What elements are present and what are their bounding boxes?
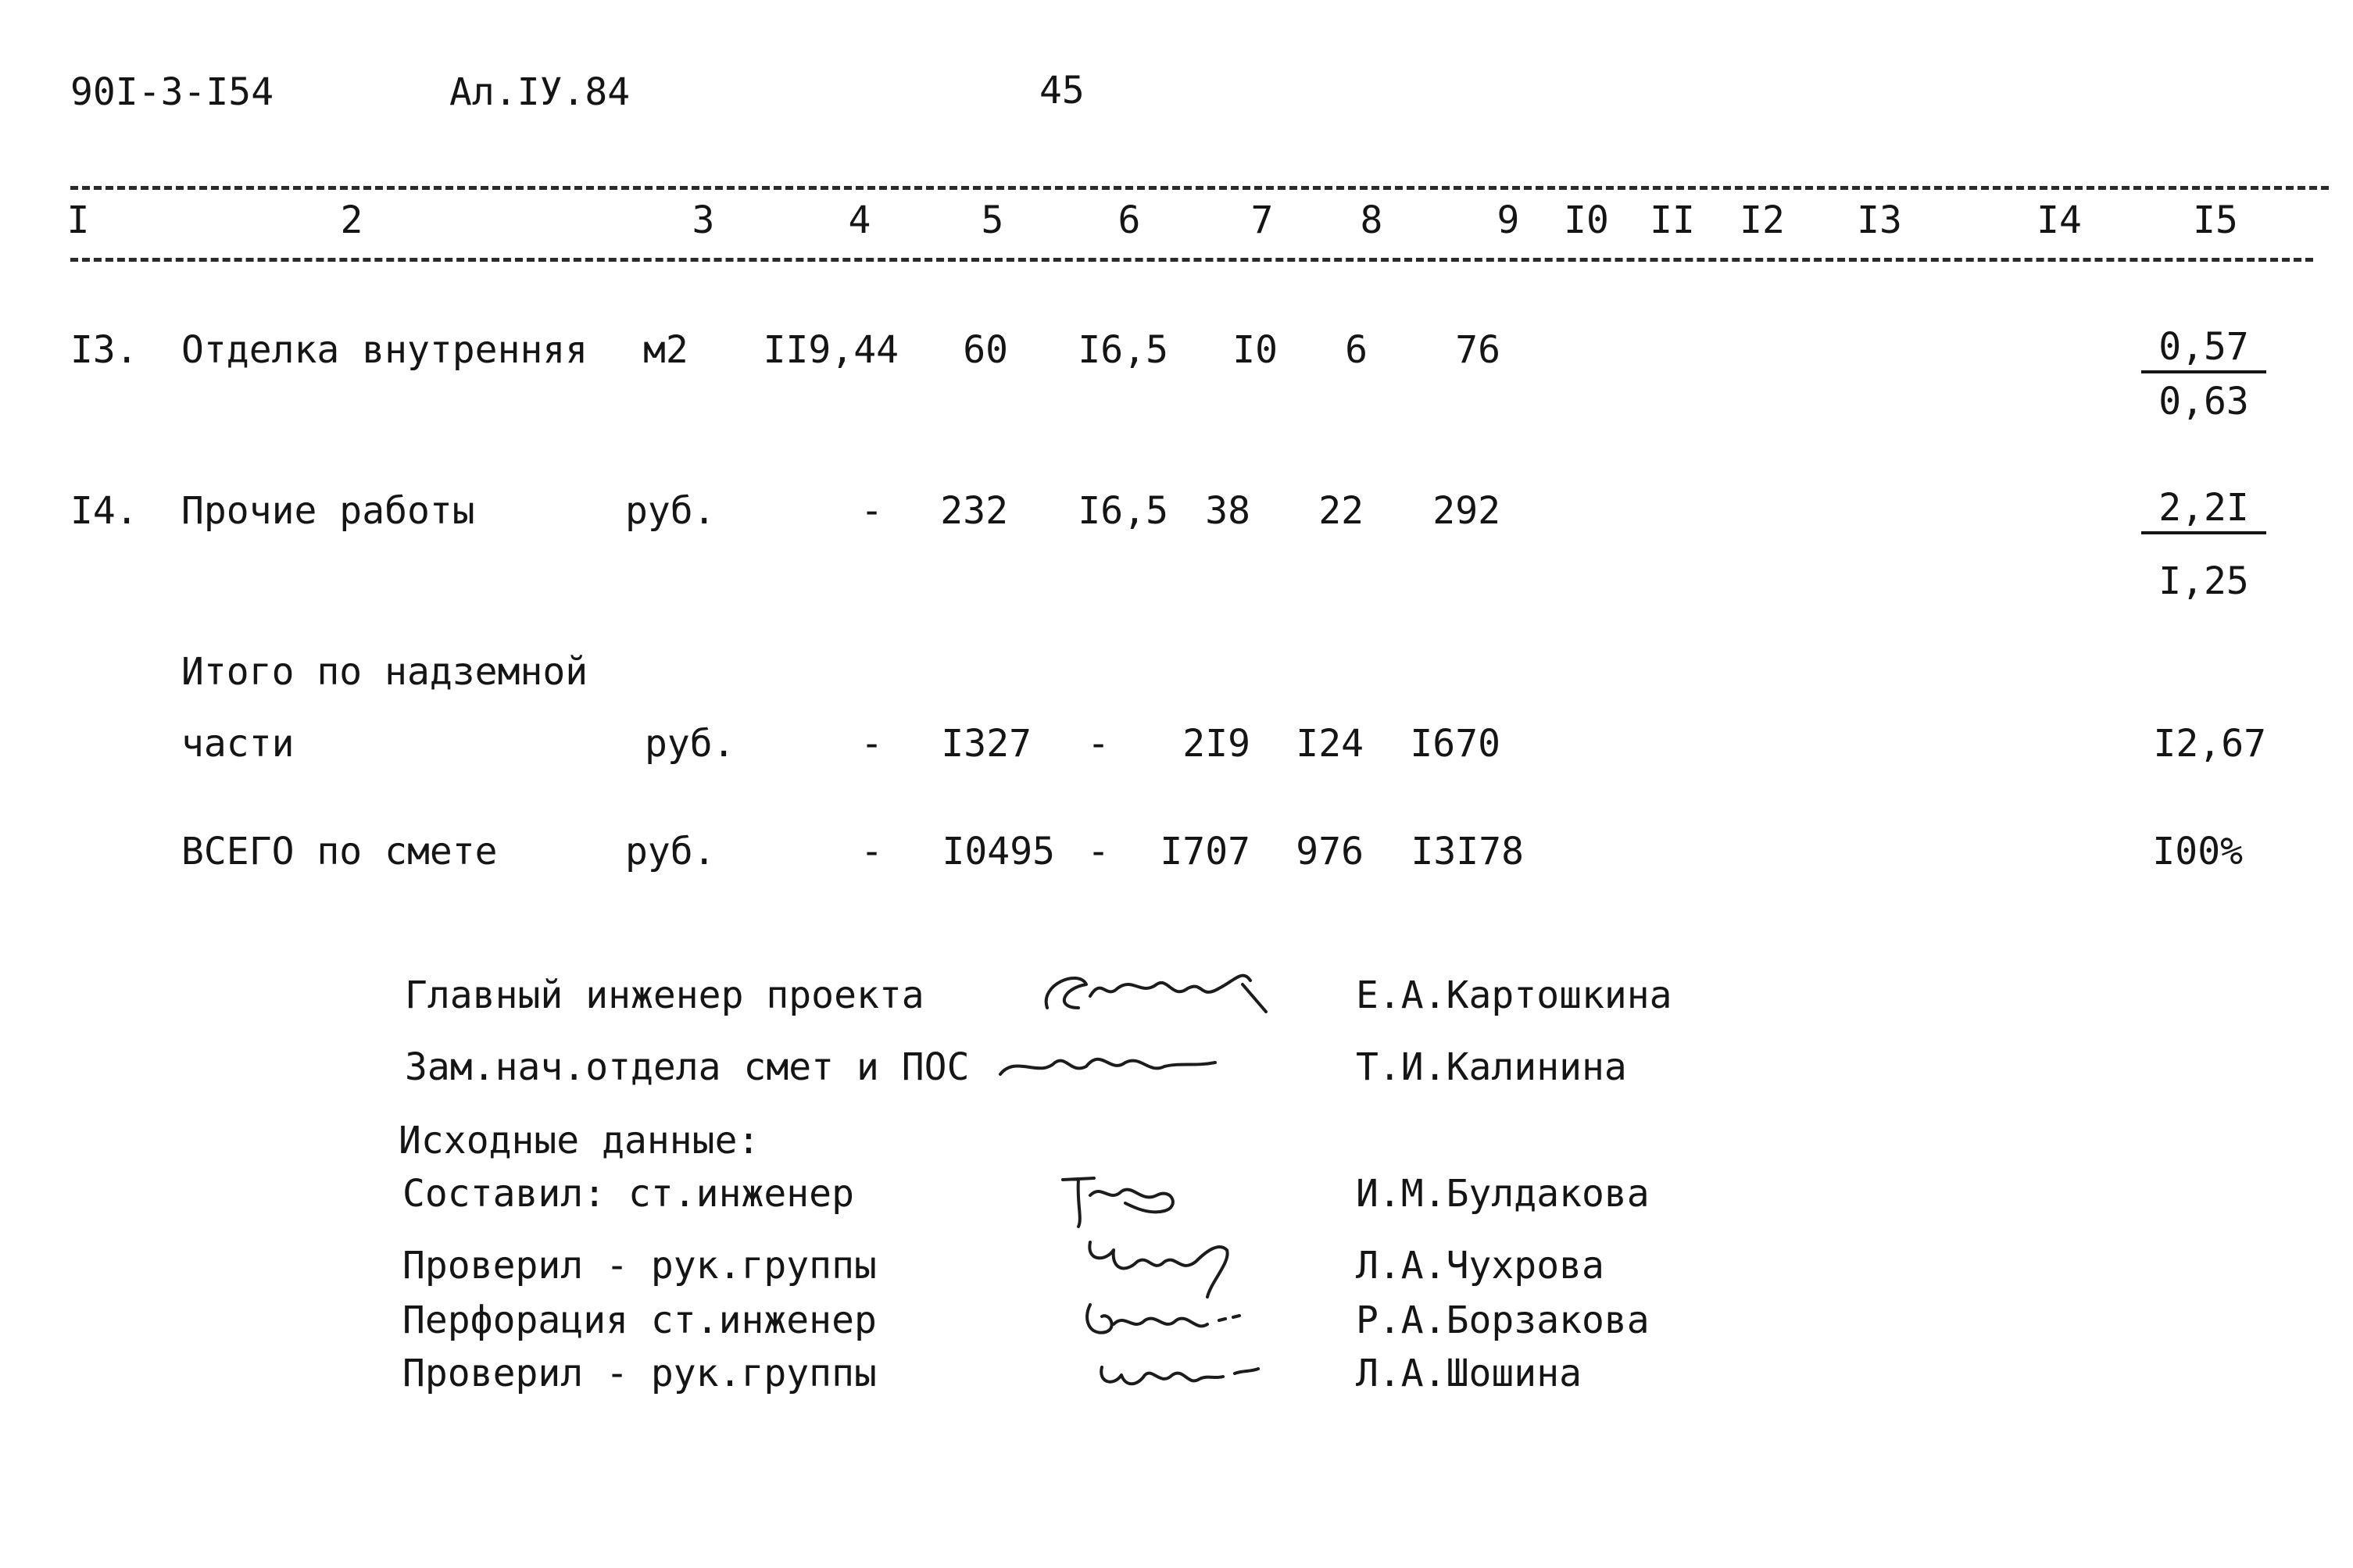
column-header: I4 xyxy=(2037,198,2082,242)
album-number: Ал.IУ.84 xyxy=(449,70,631,114)
row-cell-9: 76 xyxy=(1455,328,1500,372)
column-header: I0 xyxy=(1564,198,1609,242)
deputy-role: Зам.нач.отдела смет и ПОС xyxy=(405,1045,970,1089)
compiled-name: И.М.Булдакова xyxy=(1356,1172,1650,1216)
column-header: 9 xyxy=(1497,198,1520,242)
row-cell-15: I2,67 xyxy=(2153,722,2266,766)
row-cell-7: 2I9 xyxy=(1182,722,1250,766)
row-cell-15: I00% xyxy=(2152,830,2243,873)
row-cell-8: I24 xyxy=(1296,722,1364,766)
column-header: 6 xyxy=(1117,198,1141,242)
table-top-rule xyxy=(70,186,2329,190)
row-number: I3. xyxy=(70,328,138,372)
row-cell-6: I6,5 xyxy=(1078,328,1168,372)
column-header: I2 xyxy=(1740,198,1785,242)
page-number: 45 xyxy=(1039,69,1085,113)
column-header: 7 xyxy=(1250,198,1274,242)
checked2-role: Проверил - рук.группы xyxy=(402,1352,877,1395)
row-cell-4: II9,44 xyxy=(763,328,899,372)
source-data-label: Исходные данные: xyxy=(399,1119,760,1163)
checked2-name: Л.А.Шошина xyxy=(1356,1352,1582,1395)
column-header: 2 xyxy=(340,198,363,242)
perforation-role: Перфорация ст.инженер xyxy=(402,1298,877,1342)
document-code: 90I-3-I54 xyxy=(70,70,274,114)
row-number: I4. xyxy=(70,489,138,533)
column-header: 5 xyxy=(981,198,1004,242)
total-label: ВСЕГО по смете xyxy=(181,830,498,873)
deputy-signature xyxy=(992,1031,1219,1094)
perforation-signature xyxy=(1078,1289,1258,1352)
checked1-name: Л.А.Чухрова xyxy=(1356,1244,1604,1288)
row-unit: руб. xyxy=(625,830,716,873)
row-cell-9: I3I78 xyxy=(1411,830,1524,873)
column-header: 4 xyxy=(848,198,871,242)
row-cell-6: - xyxy=(1087,830,1110,873)
row-unit: руб. xyxy=(645,722,735,766)
row-cell-5: I327 xyxy=(941,722,1032,766)
compiled-role: Составил: ст.инженер xyxy=(402,1172,854,1216)
row-cell-8: 6 xyxy=(1345,328,1368,372)
column-header: 3 xyxy=(692,198,715,242)
fraction-denominator: I,25 xyxy=(2158,559,2249,603)
column-header: 8 xyxy=(1360,198,1383,242)
fraction-numerator: 0,57 xyxy=(2141,328,2266,373)
row-cell-15-fraction xyxy=(2141,325,2266,423)
row-cell-5: 232 xyxy=(940,489,1008,533)
row-cell-9: 292 xyxy=(1432,489,1500,533)
deputy-name: Т.И.Калинина xyxy=(1356,1045,1627,1089)
row-cell-15-fraction xyxy=(2141,486,2266,603)
row-cell-8: 22 xyxy=(1318,489,1364,533)
table-header-rule xyxy=(70,258,2313,262)
row-name: Отделка внутренняя xyxy=(181,328,588,372)
row-cell-8: 976 xyxy=(1296,830,1364,873)
row-cell-4: - xyxy=(860,722,883,766)
chief-signature xyxy=(1032,953,1282,1031)
chief-role: Главный инженер проекта xyxy=(405,973,924,1017)
row-cell-4: - xyxy=(860,489,883,533)
checked2-signature xyxy=(1090,1344,1270,1398)
subtotal-label-line2: части xyxy=(181,722,295,766)
fraction-denominator: 0,63 xyxy=(2158,380,2249,423)
subtotal-label-line1: Итого по надземной xyxy=(181,650,588,694)
perforation-name: Р.А.Борзакова xyxy=(1356,1298,1650,1342)
row-cell-7: I707 xyxy=(1160,830,1250,873)
row-cell-6: - xyxy=(1087,722,1110,766)
row-unit: руб. xyxy=(625,489,716,533)
checked1-role: Проверил - рук.группы xyxy=(402,1244,877,1288)
column-header: I3 xyxy=(1857,198,1902,242)
row-cell-5: 60 xyxy=(963,328,1008,372)
fraction-numerator: 2,2I xyxy=(2141,489,2266,534)
row-cell-9: I670 xyxy=(1410,722,1500,766)
row-cell-7: 38 xyxy=(1205,489,1250,533)
column-header: II xyxy=(1650,198,1695,242)
chief-name: Е.А.Картошкина xyxy=(1356,973,1672,1017)
column-header: I5 xyxy=(2193,198,2238,242)
row-unit: м2 xyxy=(643,328,688,372)
row-cell-4: - xyxy=(860,830,883,873)
row-cell-7: I0 xyxy=(1232,328,1278,372)
row-name: Прочие работы xyxy=(181,489,475,533)
row-cell-5: I0495 xyxy=(942,830,1055,873)
compiled-signature xyxy=(1047,1164,1203,1234)
column-header: I xyxy=(66,198,90,242)
row-cell-6: I6,5 xyxy=(1078,489,1168,533)
